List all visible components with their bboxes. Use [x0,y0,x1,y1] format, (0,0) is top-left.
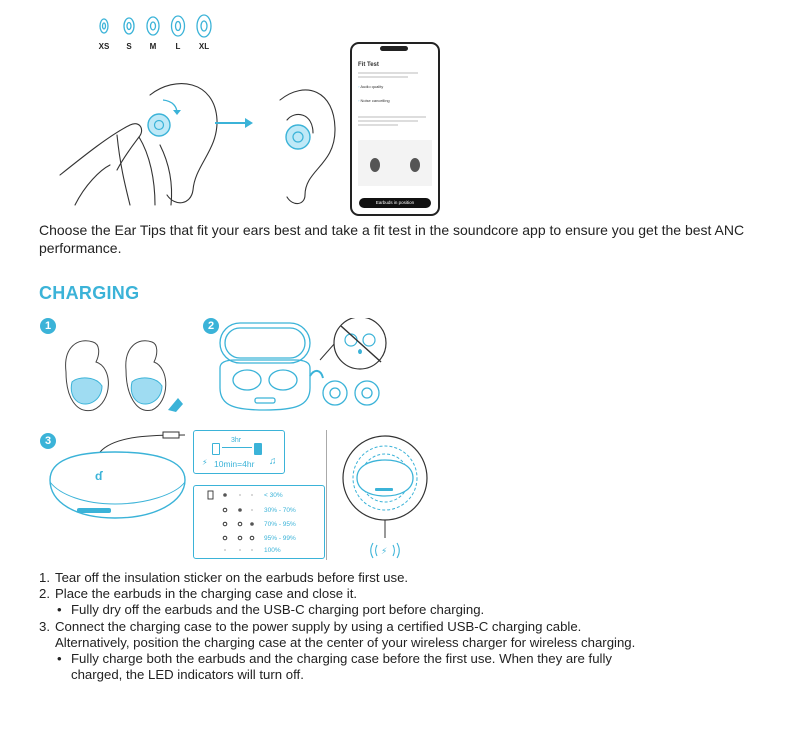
led-row-4-label: 95% - 99% [264,535,296,542]
instruction-3-bullet-continued: charged, the LED indicators will turn off. [71,667,304,683]
arrow-icon [222,447,252,448]
battery-icon [212,443,220,455]
instruction-3-bullet: • Fully charge both the earbuds and the charging case before the first use. When they are fully [57,651,613,667]
wireless-charging-illustration [335,428,435,568]
phone-subtitle-line [358,76,408,78]
phone-body-line [358,116,426,118]
charge-time-panel [193,430,285,474]
phone-earbuds-image [358,140,432,186]
led-row-5-label: 100% [264,547,281,554]
case-placement-illustration [215,318,405,418]
fast-charge-label: 10min=4hr [214,459,255,469]
led-indicator-chart [194,486,324,558]
phone-title: Fit Test [358,62,379,68]
phone-subtitle-line [358,72,418,74]
led-row-1-label: < 30% [264,492,283,499]
section-divider [326,430,327,560]
phone-item-audio: ◦ Audio quality [358,84,384,89]
ear-tip-size-l: L [175,42,181,51]
earbuds-sticker-illustration [58,332,188,417]
step-1-badge: 1 [40,318,56,334]
phone-notch [380,46,408,51]
led-row-2-label: 30% - 70% [264,507,296,514]
phone-body-line [358,124,398,126]
earbuds-in-position-button[interactable]: Earbuds in position [359,198,431,208]
intro-paragraph: Choose the Ear Tips that fit your ears best and take a fit test in the soundcore app to ensure you get the best ANC performance. [39,222,745,256]
ear-tip-size-xs: XS [98,42,110,51]
step-3-badge: 3 [40,433,56,449]
earbud-insertion-illustration [55,75,345,210]
ear-tip-size-s: S [126,42,132,51]
step-2-badge: 2 [203,318,219,334]
led-row-3-label: 70% - 95% [264,521,296,528]
music-note-icon: ♫ [269,456,277,467]
instruction-1: 1. Tear off the insulation sticker on the earbuds before first use. [39,570,409,585]
phone-body-line [358,120,418,122]
svg-text:ɗ: ɗ [95,469,103,483]
ear-tip-size-m: M [149,42,157,51]
charge-time-label: 3hr [231,437,242,444]
battery-full-icon [254,443,262,455]
instruction-2-bullet: • Fully dry off the earbuds and the USB-C charging port before charging. [57,602,485,618]
instructions-list [39,570,789,683]
ear-tips-illustration [94,12,224,42]
phone-mockup [350,42,440,216]
ear-tip-size-xl: XL [198,42,210,51]
case-with-cable-illustration [45,430,195,525]
charging-heading: CHARGING [39,283,140,303]
led-indicator-table [193,485,325,559]
lightning-icon: ⚡ [202,458,208,467]
phone-item-noise: ◦ Noise cancelling [358,98,390,103]
instruction-3: 3. Connect the charging case to the power supply by using a certified USB-C charging cable. [39,618,582,634]
instruction-2: 2. Place the earbuds in the charging case and close it. [39,586,358,602]
instruction-3-continued: Alternatively, position the charging case at the center of your wireless charger for wireless charging. [55,634,636,650]
svg-text:⚡: ⚡ [381,546,388,556]
